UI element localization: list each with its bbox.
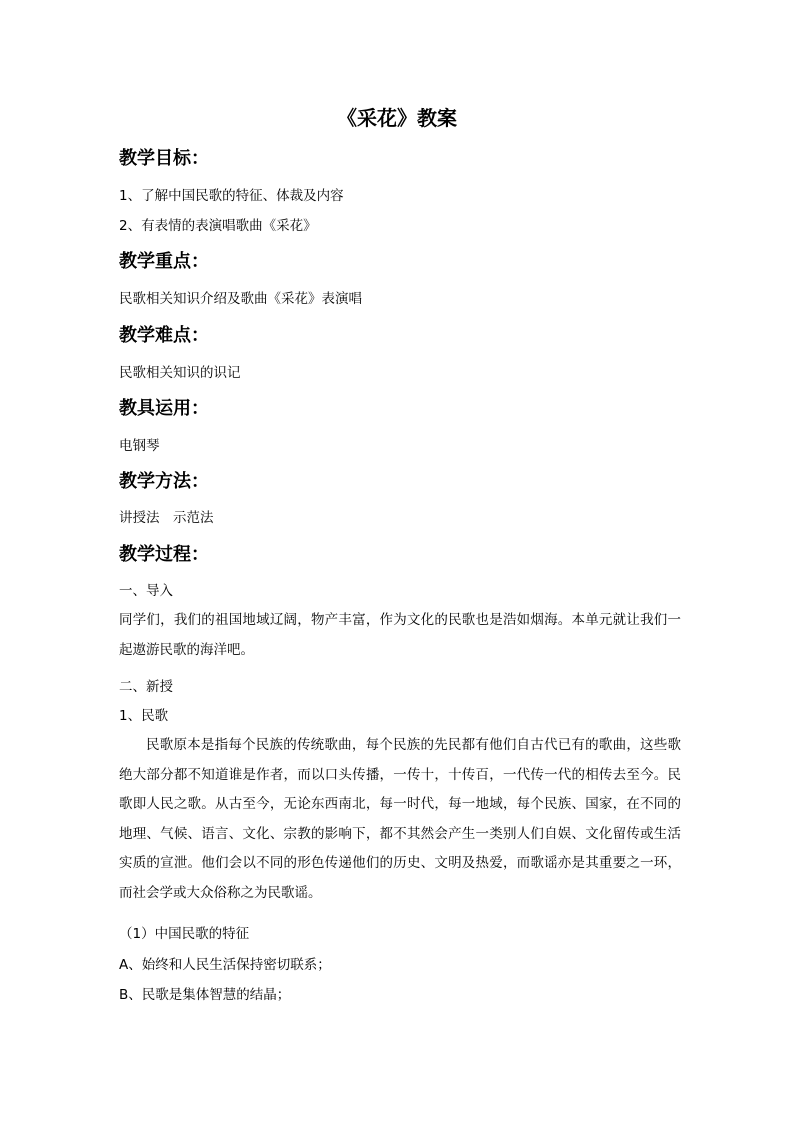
features-label: （1）中国民歌的特征 bbox=[119, 926, 250, 942]
feature-item-b: B、民歌是集体智慧的结晶； bbox=[119, 987, 291, 1003]
teaching-tools-text: 电钢琴 bbox=[119, 438, 160, 454]
intro-paragraph: 同学们，我们的祖国地域辽阔，物产丰富，作为文化的民歌也是浩如烟海。本单元就让我们一起遨游民歌的海洋吧。 bbox=[119, 612, 681, 658]
feature-item-a: A、始终和人民生活保持密切联系； bbox=[119, 957, 331, 973]
key-points-text: 民歌相关知识介绍及歌曲《采花》表演唱 bbox=[119, 291, 362, 307]
teaching-tools-heading: 教具运用： bbox=[119, 398, 209, 419]
document-title: 《采花》教案 bbox=[337, 106, 457, 130]
goals-heading: 教学目标： bbox=[119, 148, 209, 169]
goal-item-1: 1、了解中国民歌的特征、体裁及内容 bbox=[119, 188, 344, 204]
teaching-process-heading: 教学过程： bbox=[119, 544, 209, 565]
teaching-methods-text: 讲授法 示范法 bbox=[119, 510, 214, 526]
goal-item-2: 2、有表情的表演唱歌曲《采花》 bbox=[119, 218, 317, 234]
difficulties-heading: 教学难点： bbox=[119, 325, 209, 346]
intro-label: 一、导入 bbox=[119, 583, 173, 599]
folk-song-label: 1、民歌 bbox=[119, 708, 169, 724]
teaching-methods-heading: 教学方法： bbox=[119, 471, 209, 492]
difficulties-text: 民歌相关知识的识记 bbox=[119, 365, 241, 381]
new-lesson-label: 二、新授 bbox=[119, 679, 173, 695]
folk-song-paragraph: 民歌原本是指每个民族的传统歌曲，每个民族的先民都有他们自古代已有的歌曲，这些歌绝大部分都不知道谁是作者，而以口头传播，一传十，十传百，一代传一代的相传去至今。民歌即人民之歌。从古至今，无论东西南北，每一时代，每一地域，每个民族、国家，在不同的地理、气候、语言、文化、宗教的影响下，都不其然会产生一类别人们自娱、文化留传或生活实质的宣泄。他们会以不同的形色传递他们的历史、文明及热爱，而歌谣亦是其重要之一环，而社会学或大众俗称之为民歌谣。 bbox=[119, 737, 681, 901]
key-points-heading: 教学重点： bbox=[119, 251, 209, 272]
